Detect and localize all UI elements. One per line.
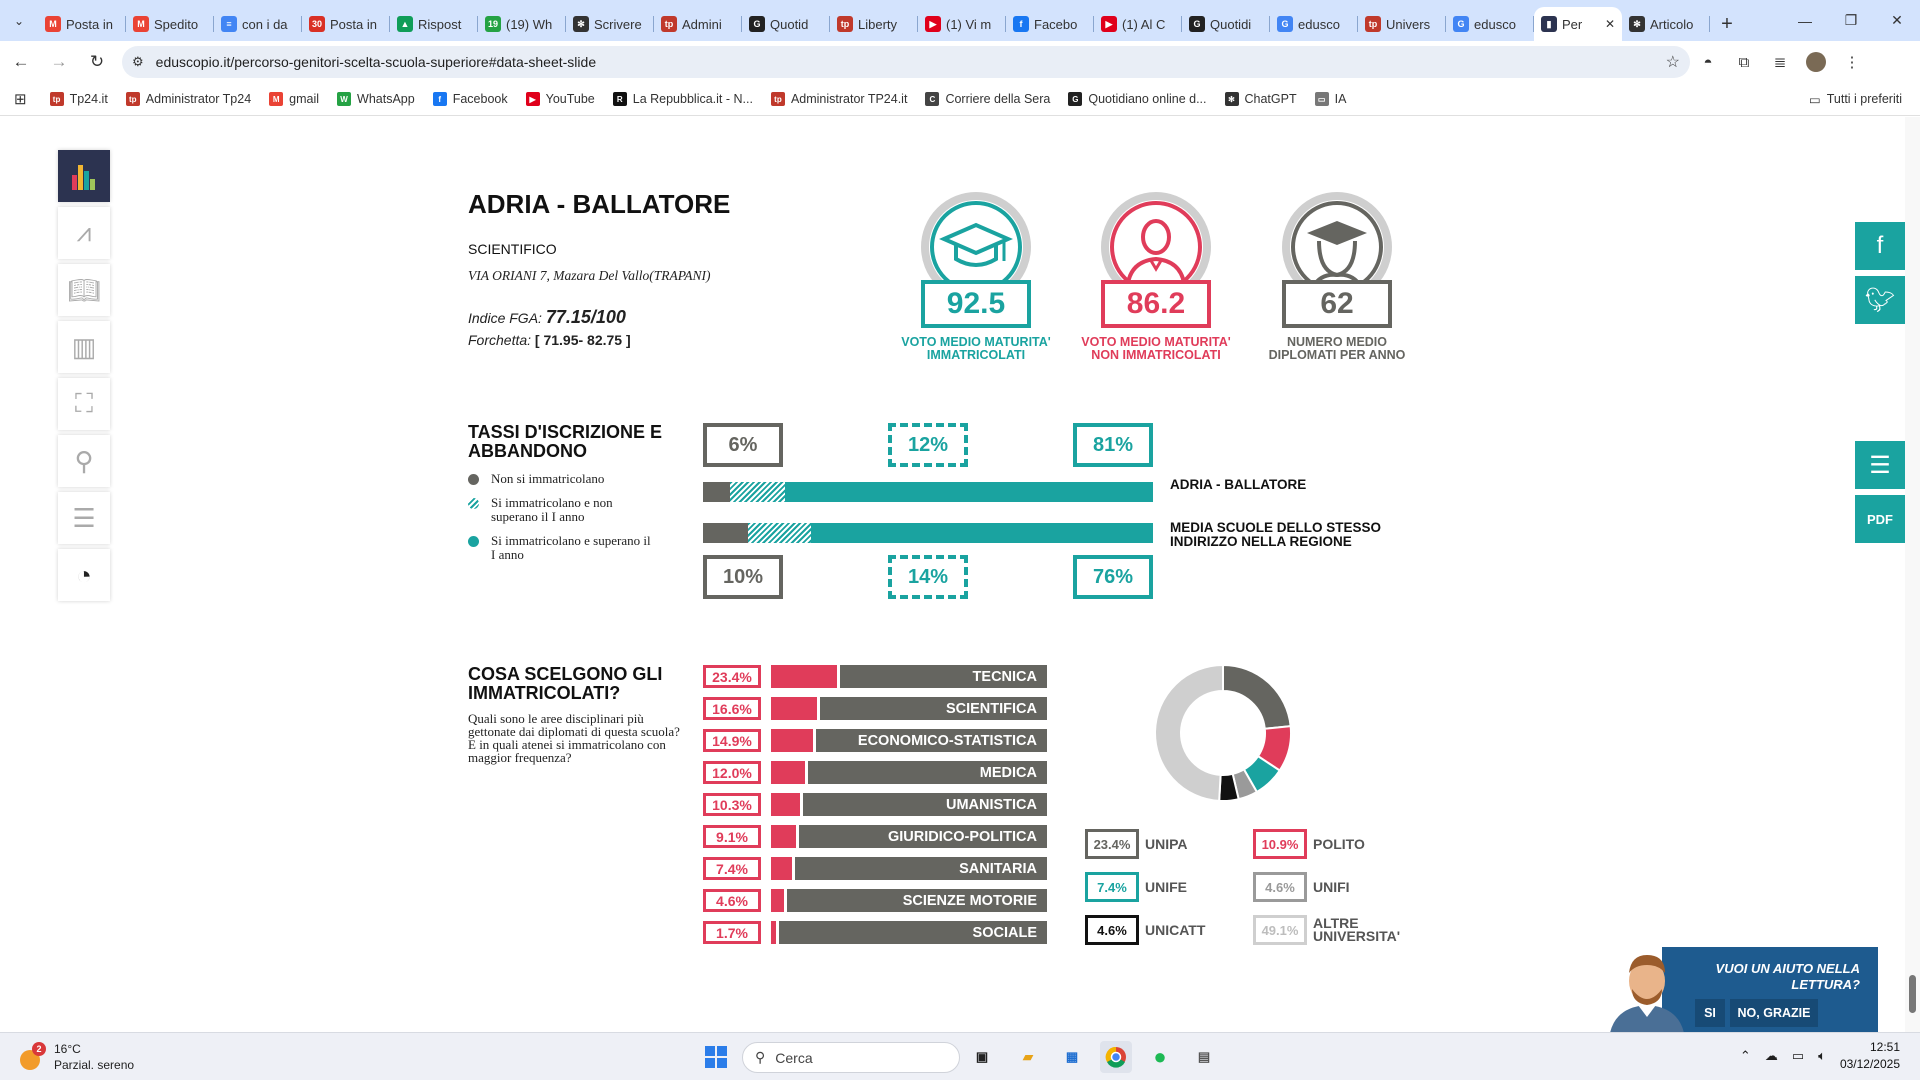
bookmark-star-icon[interactable]: ☆ xyxy=(1665,54,1680,71)
bookmark-label: ChatGPT xyxy=(1244,92,1297,106)
nav-pie-icon[interactable]: ◔ xyxy=(58,549,110,601)
bar-segment-not-enrolled xyxy=(703,482,730,502)
tab-title: Posta in xyxy=(66,16,113,32)
university-name: UNIPA xyxy=(1145,835,1188,852)
bookmark-label: IA xyxy=(1334,92,1347,106)
bar-segment-continue xyxy=(811,523,1153,543)
bookmark-label: WhatsApp xyxy=(357,92,415,106)
school-pct-not-enrolled: 6% xyxy=(703,423,783,467)
bar-segment-not-enrolled xyxy=(703,523,748,543)
folder-icon: ▭ xyxy=(1808,92,1821,107)
section-navigation xyxy=(58,150,114,606)
system-tray xyxy=(1740,1039,1900,1073)
repubblica-icon: R xyxy=(613,92,627,106)
school-type: SCIENTIFICO xyxy=(468,241,557,257)
university-pct: 4.6% xyxy=(1085,915,1139,945)
legend-dot xyxy=(468,536,479,547)
tab-title: edusco xyxy=(1474,16,1516,32)
weather-temp: 16°C xyxy=(54,1042,81,1056)
tp24-icon: tp xyxy=(126,92,140,106)
university-pct: 4.6% xyxy=(1253,872,1307,902)
chatgpt-icon: ✻ xyxy=(573,16,589,32)
tab-title: Quotidi xyxy=(1210,16,1252,32)
choices-title: COSA SCELGONO GLI IMMATRICOLATI? xyxy=(468,664,663,703)
reload-button[interactable]: ↻ xyxy=(89,52,105,71)
back-button[interactable]: ← xyxy=(12,52,30,71)
pdf-download-icon[interactable]: PDF xyxy=(1855,495,1905,543)
all-bookmarks-button[interactable] xyxy=(1800,92,1920,107)
university-pct: 10.9% xyxy=(1253,829,1307,859)
gmail-icon: M xyxy=(45,16,61,32)
area-bar-value: 9.1% xyxy=(703,825,761,848)
chatgpt-icon: ✻ xyxy=(1225,92,1239,106)
browser-tab[interactable] xyxy=(38,7,126,41)
all-bookmarks-label: Tutti i preferiti xyxy=(1826,92,1902,106)
minimize-button[interactable]: — xyxy=(1798,12,1812,29)
nav-classroom-icon[interactable]: ⛶ xyxy=(58,378,110,430)
area-bar xyxy=(771,665,837,688)
bookmark-item[interactable] xyxy=(916,92,1059,106)
area-bar-row xyxy=(703,793,1047,816)
stat-label: VOTO MEDIO MATURITA' IMMATRICOLATI xyxy=(901,335,1051,362)
area-bar xyxy=(771,697,817,720)
area-bar xyxy=(771,761,805,784)
forchetta-value: [ 71.95- 82.75 ] xyxy=(534,332,631,348)
browser-toolbar xyxy=(0,41,1920,83)
tab-title: Rispost xyxy=(418,16,462,32)
browser-tab[interactable] xyxy=(1622,7,1710,41)
browser-tab[interactable] xyxy=(478,7,566,41)
weather-badge: 2 xyxy=(32,1042,46,1056)
close-tab-icon[interactable]: ✕ xyxy=(1604,17,1615,31)
university-legend-item xyxy=(1253,872,1350,902)
restore-button[interactable]: ❐ xyxy=(1844,12,1858,28)
page-content xyxy=(0,117,1920,1032)
tab-title: Articolo xyxy=(1650,16,1694,32)
area-bar-row xyxy=(703,761,1047,784)
region-pct-dropout: 14% xyxy=(888,555,968,599)
bookmark-item[interactable] xyxy=(424,92,517,106)
area-bar-label: SOCIALE xyxy=(779,921,1047,944)
area-bar-row xyxy=(703,889,1047,912)
facebook-share-icon[interactable]: f xyxy=(1855,222,1905,270)
search-icon: ⚲ xyxy=(755,1049,766,1065)
tab-title: (1) Vi m xyxy=(946,16,992,32)
bookmark-item[interactable] xyxy=(41,92,117,106)
university-legend-item xyxy=(1253,915,1408,945)
university-legend-item xyxy=(1085,872,1187,902)
area-bar-row xyxy=(703,921,1047,944)
area-bar xyxy=(771,857,792,880)
eduscopio-icon: ▮ xyxy=(1541,16,1557,32)
bookmark-label: Administrator Tp24 xyxy=(145,92,252,106)
tab-title: Spedito xyxy=(154,16,199,32)
chatgpt-icon: ✻ xyxy=(1629,16,1645,32)
youtube-icon: ▶ xyxy=(1101,16,1117,32)
bookmark-item[interactable] xyxy=(260,92,328,106)
area-bar-label: SCIENTIFICA xyxy=(820,697,1047,720)
choices-description: Quali sono le aree disciplinari più gettonate dai diplomati di questa scuola? E in quali atenei si immatricolano con maggior frequenza? xyxy=(468,711,680,765)
nav-book-icon[interactable]: 📖︎ xyxy=(58,264,110,316)
region-enrollment-bar xyxy=(703,523,1153,543)
region-pct-not-enrolled: 10% xyxy=(703,555,783,599)
nav-chart-icon[interactable] xyxy=(58,150,110,202)
area-bar-label: ECONOMICO-STATISTICA xyxy=(816,729,1047,752)
bookmark-item[interactable] xyxy=(1059,92,1215,106)
tab-title: Per xyxy=(1562,16,1583,32)
bookmark-label: Facebook xyxy=(452,92,508,106)
volume-icon[interactable]: 🔈︎ xyxy=(1818,1048,1826,1063)
chevron-up-icon[interactable]: ⌃ xyxy=(1739,1048,1751,1063)
forchetta xyxy=(468,332,631,348)
university-name: UNIFI xyxy=(1313,878,1350,895)
university-legend-item xyxy=(1085,915,1205,945)
university-pct: 23.4% xyxy=(1085,829,1139,859)
tab-title: Liberty xyxy=(858,16,898,32)
task-view-icon[interactable]: ▣ xyxy=(975,1049,989,1064)
area-bar-label: SANITARIA xyxy=(795,857,1047,880)
fga-value: 77.15/100 xyxy=(545,307,626,327)
region-bar-label: MEDIA SCUOLE DELLO STESSO INDIRIZZO NELLA REGIONE xyxy=(1170,520,1382,549)
nav-search-icon[interactable]: ⚲ xyxy=(58,435,110,487)
area-bar-value: 7.4% xyxy=(703,857,761,880)
legend-label: Si immatricolano e superano il I anno xyxy=(491,533,651,562)
nav-list-icon[interactable]: ☰ xyxy=(58,492,110,544)
university-legend-item xyxy=(1085,829,1188,859)
media-control-icon[interactable]: ≣ xyxy=(1773,54,1787,71)
stat-numero-diplomati xyxy=(1252,192,1422,362)
area-bar-value: 1.7% xyxy=(703,921,761,944)
browser-tab[interactable] xyxy=(1006,7,1094,41)
stat-voto-non-immatricolati xyxy=(1071,192,1241,362)
whatsapp-icon: W xyxy=(337,92,351,106)
drive-icon: ▲ xyxy=(397,16,413,32)
area-bar xyxy=(771,729,813,752)
stat-value: 86.2 xyxy=(1101,280,1211,328)
legend-label: Non si immatricolano xyxy=(491,471,605,486)
tp24-icon: tp xyxy=(1365,16,1381,32)
onedrive-icon[interactable]: ☁ xyxy=(1764,1048,1778,1063)
university-donut-chart xyxy=(1153,663,1293,803)
legend-dot xyxy=(468,498,479,509)
legend-item xyxy=(468,472,658,486)
fga-label: Indice FGA: xyxy=(468,310,542,326)
area-bar-label: SCIENZE MOTORIE xyxy=(787,889,1047,912)
bar-segment-continue xyxy=(785,482,1153,502)
facebook-icon: f xyxy=(1013,16,1029,32)
school-bar-label: ADRIA - BALLATORE xyxy=(1170,477,1307,492)
apps-icon[interactable]: ⊞ xyxy=(14,91,27,108)
area-bar-row xyxy=(703,697,1047,720)
browser-menu-icon[interactable]: ⋮ xyxy=(1844,54,1860,71)
new-tab-button[interactable]: + xyxy=(1721,12,1733,35)
university-pct: 7.4% xyxy=(1085,872,1139,902)
assistant-avatar xyxy=(1602,947,1692,1032)
area-bar-value: 4.6% xyxy=(703,889,761,912)
area-bar-value: 23.4% xyxy=(703,665,761,688)
calculator-icon[interactable]: ▤ xyxy=(1197,1049,1211,1064)
donut-slice xyxy=(1155,665,1223,801)
area-bar-row xyxy=(703,729,1047,752)
weather-widget[interactable] xyxy=(18,1041,134,1073)
legend-label: Si immatricolano e non superano il I anno xyxy=(491,495,613,524)
tp24-icon: tp xyxy=(771,92,785,106)
tab-title: (19) Wh xyxy=(506,16,553,32)
legend-item xyxy=(468,534,658,562)
tab-title: Admini xyxy=(682,16,722,32)
area-bar-value: 14.9% xyxy=(703,729,761,752)
page-scrollbar[interactable] xyxy=(1905,117,1920,1032)
browser-tab[interactable] xyxy=(742,7,830,41)
school-enrollment-bar xyxy=(703,482,1153,502)
tp24-icon: tp xyxy=(837,16,853,32)
university-name: UNIFE xyxy=(1145,878,1187,895)
taskbar-search-placeholder: Cerca xyxy=(775,1049,813,1066)
weather-desc: Parzial. sereno xyxy=(54,1058,135,1072)
university-name: UNICATT xyxy=(1145,921,1206,938)
clock[interactable] xyxy=(1840,1039,1900,1073)
spotify-icon[interactable]: ● xyxy=(1153,1044,1167,1069)
bookmark-label: Tp24.it xyxy=(69,92,108,106)
area-bar xyxy=(771,889,784,912)
twitter-share-icon[interactable]: 🐦︎ xyxy=(1855,276,1905,324)
side-tools xyxy=(1855,441,1905,549)
stat-voto-immatricolati xyxy=(891,192,1061,362)
tab-search-button[interactable]: ⌄ xyxy=(13,13,25,28)
tp24-icon: tp xyxy=(661,16,677,32)
bookmarks-list xyxy=(41,92,1356,106)
youtube-icon: ▶ xyxy=(925,16,941,32)
url-text[interactable]: eduscopio.it/percorso-genitori-scelta-scuola-superiore#data-sheet-slide xyxy=(155,54,597,70)
network-icon[interactable]: ▭ xyxy=(1791,1048,1805,1063)
file-explorer-icon[interactable]: ▰ xyxy=(1023,1049,1033,1064)
area-bar-value: 10.3% xyxy=(703,793,761,816)
bar-segment-dropout xyxy=(730,482,785,502)
area-bar-label: MEDICA xyxy=(808,761,1047,784)
mail-30-icon: 30 xyxy=(309,16,325,32)
store-icon[interactable]: ▦ xyxy=(1065,1049,1079,1064)
bookmarks-bar xyxy=(0,83,1920,116)
stat-value: 92.5 xyxy=(921,280,1031,328)
bookmark-label: Administrator TP24.it xyxy=(790,92,908,106)
browser-tab[interactable] xyxy=(1446,7,1534,41)
area-bar-value: 16.6% xyxy=(703,697,761,720)
browser-tab[interactable] xyxy=(830,7,918,41)
helper-box xyxy=(1662,947,1878,1032)
area-bar xyxy=(771,793,800,816)
forward-button[interactable]: → xyxy=(50,52,68,71)
university-legend-item xyxy=(1253,829,1365,859)
university-name: POLITO xyxy=(1313,835,1365,852)
fga-index xyxy=(468,307,626,328)
stat-label: VOTO MEDIO MATURITA' NON IMMATRICOLATI xyxy=(1081,335,1231,362)
nav-compass-icon[interactable]: ⩘ xyxy=(58,207,110,259)
checklist-icon[interactable]: ☰ xyxy=(1855,441,1905,489)
tabs-container xyxy=(38,7,1710,41)
browser-tab[interactable] xyxy=(918,7,1006,41)
donut-slice xyxy=(1223,665,1291,729)
reading-helper-popup xyxy=(1602,947,1880,1032)
site-info-icon[interactable]: ⚙ xyxy=(132,54,144,69)
browser-tab[interactable] xyxy=(214,7,302,41)
browser-tab[interactable] xyxy=(1182,7,1270,41)
enrollment-legend xyxy=(468,472,658,572)
extensions-icon[interactable]: ⧉ xyxy=(1738,53,1750,71)
helper-question: VUOI UN AIUTO NELLA LETTURA? xyxy=(1715,961,1860,992)
bookmark-label: gmail xyxy=(289,92,320,106)
facebook-icon: f xyxy=(433,92,447,106)
window-controls xyxy=(1782,0,1920,41)
tab-title: con i da xyxy=(242,16,288,32)
area-bar-row xyxy=(703,665,1047,688)
area-bar-row xyxy=(703,857,1047,880)
gds-icon: G xyxy=(1068,92,1082,106)
youtube-icon: ▶ xyxy=(526,92,540,106)
bookmark-item[interactable] xyxy=(1306,92,1356,106)
tab-title: (1) Al C xyxy=(1122,16,1166,32)
bookmark-item[interactable] xyxy=(117,92,260,106)
tab-title: edusco xyxy=(1298,16,1340,32)
school-pct-dropout: 12% xyxy=(888,423,968,467)
browser-tab[interactable] xyxy=(1094,7,1182,41)
bookmark-item[interactable] xyxy=(328,92,424,106)
forchetta-label: Forchetta: xyxy=(468,332,532,348)
nav-library-icon[interactable]: ▥ xyxy=(58,321,110,373)
area-bar-label: UMANISTICA xyxy=(803,793,1047,816)
area-bar-value: 12.0% xyxy=(703,761,761,784)
tab-title: Quotid xyxy=(770,16,809,32)
browser-tab[interactable] xyxy=(566,7,654,41)
browser-tab[interactable] xyxy=(302,7,390,41)
stat-value: 62 xyxy=(1282,280,1392,328)
taskbar-search[interactable] xyxy=(742,1042,960,1073)
bookmark-item[interactable] xyxy=(1216,92,1306,106)
area-bar-label: GIURIDICO-POLITICA xyxy=(799,825,1047,848)
tab-title: Posta in xyxy=(330,16,377,32)
region-pct-continue: 76% xyxy=(1073,555,1153,599)
reading-mode-icon[interactable]: ◓ xyxy=(1703,53,1713,71)
school-address: VIA ORIANI 7, Mazara Del Vallo(TRAPANI) xyxy=(468,268,711,283)
tab-title: Scrivere xyxy=(594,16,642,32)
gmail-icon: M xyxy=(269,92,283,106)
clock-time: 12:51 xyxy=(1869,1040,1900,1054)
corriere-icon: C xyxy=(925,92,939,106)
browser-tab[interactable] xyxy=(1534,7,1622,41)
tab-title: Facebo xyxy=(1034,16,1078,32)
legend-dot xyxy=(468,474,479,485)
browser-tab[interactable] xyxy=(1270,7,1358,41)
area-bar xyxy=(771,921,776,944)
bookmark-label: La Repubblica.it - N... xyxy=(632,92,753,106)
scroll-thumb[interactable] xyxy=(1909,975,1916,1013)
browser-tab[interactable] xyxy=(654,7,742,41)
browser-tab[interactable] xyxy=(126,7,214,41)
stat-label: NUMERO MEDIO DIPLOMATI PER ANNO xyxy=(1268,335,1406,362)
gds-icon: G xyxy=(749,16,765,32)
bookmark-label: YouTube xyxy=(545,92,595,106)
address-bar[interactable] xyxy=(122,46,1690,78)
bookmark-item[interactable] xyxy=(517,92,604,106)
docs-icon: ≡ xyxy=(221,16,237,32)
area-bar-row xyxy=(703,825,1047,848)
windows-taskbar xyxy=(0,1032,1920,1080)
google-icon: G xyxy=(1453,16,1469,32)
folder-icon: ▭ xyxy=(1315,92,1329,106)
google-icon: G xyxy=(1277,16,1293,32)
bar-segment-dropout xyxy=(748,523,811,543)
tab-title: Univers xyxy=(1386,16,1431,32)
legend-item xyxy=(468,496,658,524)
gds-icon: G xyxy=(1189,16,1205,32)
university-pct: 49.1% xyxy=(1253,915,1307,945)
tp24-icon: tp xyxy=(50,92,64,106)
browser-tab[interactable] xyxy=(390,7,478,41)
bookmark-label: Quotidiano online d... xyxy=(1088,92,1207,106)
bookmark-item[interactable] xyxy=(604,92,762,106)
whatsapp-icon: 19 xyxy=(485,16,501,32)
school-name: ADRIA - BALLATORE xyxy=(468,189,731,219)
enrollment-title: TASSI D'ISCRIZIONE E ABBANDONO xyxy=(468,422,662,461)
area-bar xyxy=(771,825,796,848)
clock-date: 03/12/2025 xyxy=(1839,1057,1900,1071)
school-pct-continue: 81% xyxy=(1073,423,1153,467)
chrome-taskbar-icon[interactable] xyxy=(1100,1041,1132,1073)
tab-strip xyxy=(0,0,1920,41)
browser-tab[interactable] xyxy=(1358,7,1446,41)
profile-avatar[interactable] xyxy=(1798,45,1834,79)
close-window-button[interactable]: ✕ xyxy=(1891,12,1903,28)
gmail-icon: M xyxy=(133,16,149,32)
helper-yes-button[interactable]: SI xyxy=(1695,999,1725,1027)
share-buttons xyxy=(1855,222,1905,330)
area-bar-label: TECNICA xyxy=(840,665,1047,688)
bookmark-label: Corriere della Sera xyxy=(945,92,1051,106)
weather-icon xyxy=(18,1044,44,1070)
helper-no-button[interactable]: NO, GRAZIE xyxy=(1730,999,1818,1027)
start-button[interactable] xyxy=(700,1041,732,1073)
bookmark-item[interactable] xyxy=(762,92,916,106)
university-name: ALTRE UNIVERSITA' xyxy=(1313,915,1401,944)
